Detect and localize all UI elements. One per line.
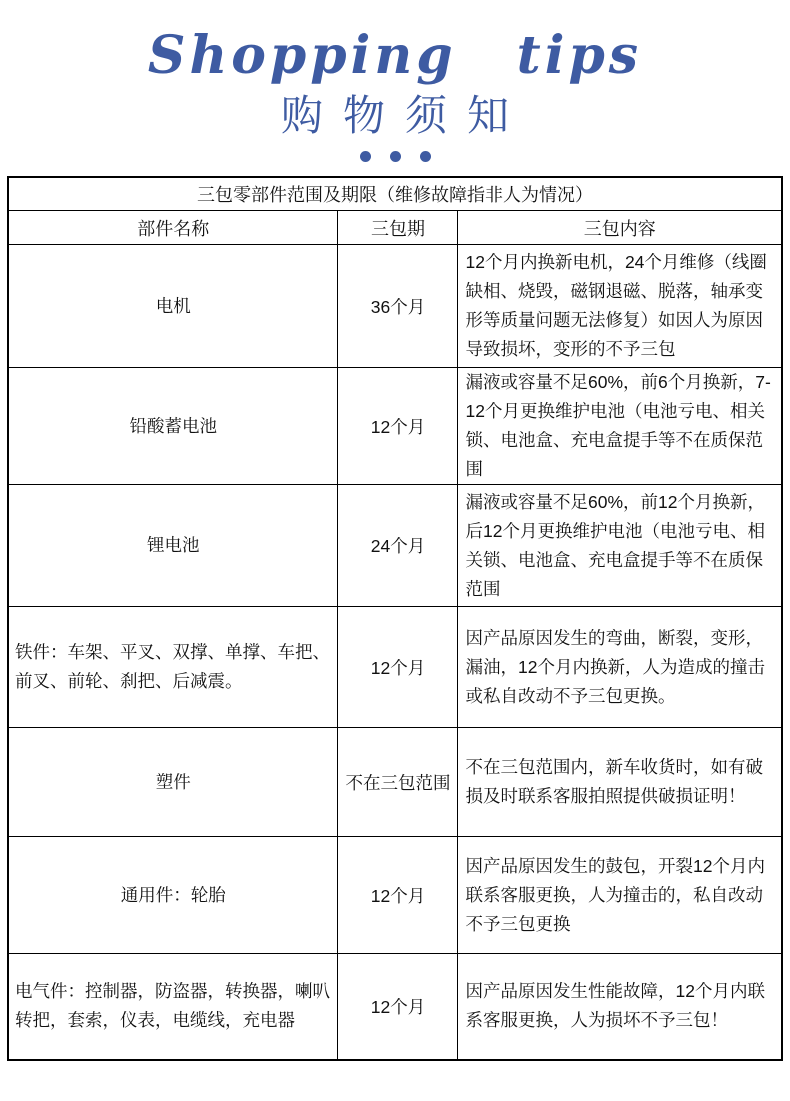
column-header-period: 三包期 <box>338 211 458 245</box>
content-cell: 因产品原因发生性能故障，12个月内联系客服更换，人为损坏不予三包！ <box>458 954 782 1060</box>
table-row <box>8 368 782 485</box>
column-header-part: 部件名称 <box>8 211 338 245</box>
page-title: 购物须知 <box>280 92 529 139</box>
content-cell: 漏液或容量不足60%，前12个月换新，后12个月更换维护电池（电池亏电、相关锁、电池盒、充电盒提手等不在质保范围 <box>458 485 782 607</box>
dot-icon <box>420 151 431 162</box>
part-cell: 铅酸蓄电池 <box>8 368 338 485</box>
dots-decoration <box>0 150 790 162</box>
period-cell: 12个月 <box>338 954 458 1060</box>
period-cell: 12个月 <box>338 837 458 954</box>
table-row <box>8 728 782 837</box>
table-header-row <box>8 211 782 245</box>
part-cell: 铁件：车架、平叉、双撑、单撑、车把、前叉、前轮、刹把、后减震。 <box>8 607 338 728</box>
table-caption: 三包零部件范围及期限（维修故障指非人为情况） <box>8 177 782 211</box>
table-row <box>8 485 782 607</box>
title-english: Shopping tips <box>147 25 643 86</box>
column-header-content: 三包内容 <box>458 211 782 245</box>
content-cell: 不在三包范围内，新车收货时，如有破损及时联系客服拍照提供破损证明！ <box>458 728 782 837</box>
table-row <box>8 245 782 368</box>
part-cell: 电机 <box>8 245 338 368</box>
part-cell: 通用件：轮胎 <box>8 837 338 954</box>
period-cell: 12个月 <box>338 607 458 728</box>
table-caption-row <box>8 177 782 211</box>
page-header <box>0 0 790 162</box>
part-cell: 锂电池 <box>8 485 338 607</box>
period-cell: 12个月 <box>338 368 458 485</box>
content-cell: 因产品原因发生的鼓包，开裂12个月内联系客服更换，人为撞击的，私自改动不予三包更换 <box>458 837 782 954</box>
warranty-table <box>7 176 783 1061</box>
content-cell: 因产品原因发生的弯曲，断裂，变形，漏油，12个月内换新，人为造成的撞击或私自改动不予三包更换。 <box>458 607 782 728</box>
content-cell: 漏液或容量不足60%，前6个月换新，7-12个月更换维护电池（电池亏电、相关锁、电池盒、充电盒提手等不在质保范围 <box>458 368 782 485</box>
part-cell: 塑件 <box>8 728 338 837</box>
dot-icon <box>360 151 371 162</box>
table-row <box>8 837 782 954</box>
period-cell: 不在三包范围 <box>338 728 458 837</box>
table-row <box>8 607 782 728</box>
period-cell: 24个月 <box>338 485 458 607</box>
content-cell: 12个月内换新电机，24个月维修（线圈缺相、烧毁，磁钢退磁、脱落，轴承变形等质量问题无法修复）如因人为原因导致损坏，变形的不予三包 <box>458 245 782 368</box>
table-row <box>8 954 782 1060</box>
period-cell: 36个月 <box>338 245 458 368</box>
part-cell: 电气件：控制器，防盗器，转换器，喇叭转把，套索，仪表，电缆线，充电器 <box>8 954 338 1060</box>
dot-icon <box>390 151 401 162</box>
